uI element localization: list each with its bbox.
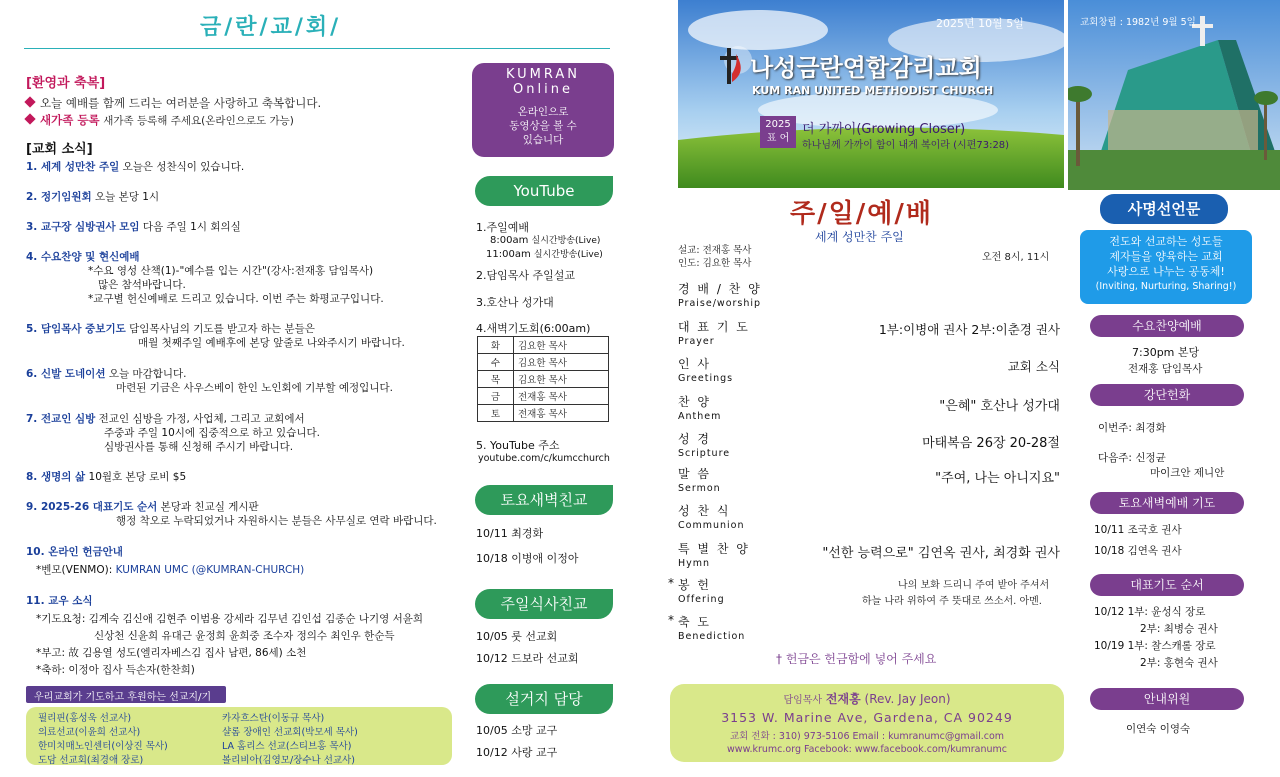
online-title: KUMRAN [505, 67, 581, 82]
order-item-detail: "은혜" 호산나 성가대 [939, 399, 1060, 414]
church-info-box [670, 684, 1064, 762]
mission-line: 전도와 선교하는 성도들 [1109, 235, 1223, 248]
meal-row: 10/12 드보라 선교회 [476, 652, 579, 665]
wed-preacher: 전재홍 담임목사 [1128, 363, 1203, 375]
youtube-url[interactable]: youtube.com/c/kumcchurch [478, 453, 610, 464]
sat-fellowship-row: 10/11 최경화 [476, 527, 544, 540]
online-desc: 있습니다 [522, 134, 564, 146]
news-item-11-line: *부고: 故 김용열 성도(엘리자베스김 집사 남편, 86세) 소천 [36, 647, 307, 659]
website[interactable]: www.krumc.org Facebook: www.facebook.com/kumranumc [727, 744, 1007, 755]
led-by: 인도: 김요한 목사 [678, 258, 752, 269]
youtube-pill: YouTube [475, 176, 613, 206]
dawn-prayer-table [477, 336, 609, 422]
online-desc: 온라인으로 [517, 106, 569, 118]
news-item-8: 8. 생명의 삶 10월호 본당 로비 $5 [26, 471, 187, 483]
service-times: 오전 8시, 11시 [982, 252, 1050, 263]
news-item-2: 2. 정기임원회 오늘 본당 1시 [26, 191, 160, 203]
online-box [472, 63, 614, 157]
mission-item: 볼리비아(김영모/장수나 선교사) [222, 755, 355, 766]
yt-item-5: 5. YouTube 주소 [476, 439, 560, 452]
rep-prayer-row: 10/12 1부: 윤성식 장로 [1094, 606, 1206, 618]
news-item-10-line: *벤모(VENMO): KUMRAN UMC (@KUMRAN-CHURCH) [36, 564, 305, 576]
dish-row: 10/12 사랑 교구 [476, 746, 558, 759]
order-item-kr: 경 배 / 찬 양 [678, 282, 762, 296]
news-item-9: 9. 2025-26 대표기도 순서 본당과 친교실 게시판 [26, 501, 259, 513]
mission-box [1080, 230, 1252, 304]
dish-row: 10/05 소망 교구 [476, 724, 558, 737]
news-heading: [교회 소식] [26, 142, 93, 157]
meal-row: 10/05 룻 선교회 [476, 630, 558, 643]
mission-line: (Inviting, Nurturing, Sharing!) [1095, 281, 1237, 292]
offering-hymn-2: 하늘 나라 위하여 주 뜻대로 쓰소서. 아멘. [862, 596, 1042, 607]
church-photo [1068, 0, 1280, 190]
church-address: 3153 W. Marine Ave, Gardena, CA 90249 [721, 710, 1013, 725]
yt-item-2: 2.담임목사 주일설교 [476, 269, 575, 282]
mission-item: 카자흐스탄(이동규 목사) [222, 713, 325, 724]
order-item-en: Offering [678, 594, 725, 605]
sat-prayer-row: 10/11 조국호 권사 [1094, 524, 1182, 536]
online-title: Online [513, 82, 573, 97]
dishwashing-pill: 설거지 담당 [475, 684, 613, 714]
order-item-kr: 말 씀 [678, 467, 711, 481]
news-item-11-line: *축하: 이정아 집사 득손자(한찬희) [36, 664, 195, 676]
missions-heading: 우리교회가 기도하고 후원하는 선교지/기 [26, 686, 226, 703]
motto: 더 가까이(Growing Closer) [802, 122, 966, 137]
news-item-7-line: 심방권사를 통해 신청해 주시기 바랍니다. [104, 441, 294, 453]
motto-badge: 2025 표 어 [760, 116, 796, 148]
news-item-10: 10. 온라인 헌금안내 [26, 546, 123, 558]
order-item-detail: "선한 능력으로" 김연옥 권사, 최경화 권사 [822, 546, 1060, 561]
church-building-image [1068, 0, 1280, 190]
order-item-kr: 대 표 기 도 [678, 320, 750, 334]
news-item-7: 7. 전교인 심방 전교인 심방을 가정, 사업체, 그리고 교회에서 [26, 413, 305, 425]
rep-prayer-pill: 대표기도 순서 [1090, 574, 1244, 596]
mission-item: 도담 선교회(최경애 장로) [38, 755, 144, 766]
worship-title: 주/일/예/배 [790, 199, 933, 229]
news-item-4: 4. 수요찬양 및 현신예배 [26, 251, 140, 263]
divider [24, 48, 610, 49]
news-item-3: 3. 교구장 심방권사 모임 다음 주일 1시 회의실 [26, 221, 241, 233]
table-row: 목 김요한 목사 [478, 371, 609, 388]
order-item-detail: "주여, 나는 아니지요" [935, 471, 1060, 486]
news-item-1: 1. 세계 성만찬 주일 오늘은 성찬식이 있습니다. [26, 161, 245, 173]
order-item-en: Sermon [678, 483, 721, 494]
cross-flame-logo [718, 46, 746, 86]
diamond-icon [24, 113, 35, 124]
phone-email: 교회 전화 : 310) 973-5106 Email : kumranumc@gmail.com [729, 731, 1005, 742]
motto-verse: 하나님께 가까이 함이 내게 복이라 (시편73:28) [802, 140, 1010, 151]
church-name-en: KUM RAN UNITED METHODIST CHURCH [752, 84, 994, 97]
yt-item-3: 3.호산나 성가대 [476, 296, 554, 309]
rep-prayer-row: 2부: 최병승 권사 [1140, 623, 1218, 635]
news-item-7-line: 주중과 주일 10시에 집중적으로 하고 있습니다. [104, 427, 320, 439]
order-item-kr: 성 경 [678, 432, 711, 446]
news-item-9-line: 행정 착오로 누락되었거나 자원하시는 분들은 사무실로 연락 바랍니다. [116, 515, 437, 527]
order-item-detail: 마태복음 26장 20-28절 [922, 436, 1060, 451]
mission-item: 의료선교(이윤희 선교사) [38, 727, 141, 738]
table-row: 금 전재홍 목사 [478, 388, 609, 405]
order-item-en: Communion [678, 520, 745, 531]
church-name-kr: 나성금란연합감리교회 [750, 54, 982, 82]
news-item-5: 5. 담임목사 중보기도 담임목사님의 기도를 받고자 하는 분들은 [26, 323, 315, 335]
order-item-detail: 교회 소식 [1007, 359, 1060, 374]
welcome-line-1: 오늘 예배를 함께 드리는 여러분을 사랑하고 축복합니다. [26, 95, 321, 111]
flower-next-week: 다음주: 신정균 [1098, 452, 1166, 464]
welcome-heading: [환영과 축복] [26, 76, 106, 91]
sat-prayer-row: 10/18 김연옥 권사 [1094, 545, 1182, 557]
ushers: 이연숙 이영숙 [1126, 723, 1191, 735]
yt-item-1b: 11:00am 실시간방송(Live) [486, 249, 603, 260]
pastor-line: 담임목사 전재홍 (Rev. Jay Jeon) [783, 692, 951, 706]
diamond-icon [24, 96, 35, 107]
order-item-detail: 1부:이병애 권사 2부:이춘경 권사 [878, 322, 1060, 337]
mission-line: 사랑으로 나누는 공동체! [1107, 265, 1225, 278]
offering-note: † 헌금은 헌금함에 넣어 주세요 [776, 652, 937, 666]
news-item-6: 6. 신발 도네이션 오늘 마감합니다. [26, 368, 187, 380]
online-desc: 동영상을 볼 수 [509, 120, 577, 132]
sermon-by: 설교: 전재홍 목사 [678, 245, 752, 256]
order-item-kr: 축 도 [678, 615, 711, 629]
usher-pill: 안내위원 [1090, 688, 1244, 710]
wed-service-pill: 수요찬양예배 [1090, 315, 1244, 337]
order-item-en: Greetings [678, 373, 734, 384]
sat-fellowship-pill: 토요새벽친교 [475, 485, 613, 515]
news-item-11: 11. 교우 소식 [26, 595, 93, 607]
page-title: 금/란/교/회/ [200, 15, 342, 40]
mission-item: 필리핀(홍성욱 선교사) [38, 713, 132, 724]
mission-heading: 사명선언문 [1100, 194, 1228, 224]
banner [678, 0, 1064, 188]
missions-box [26, 707, 452, 765]
service-date: 2025년 10월 5일 [936, 17, 1024, 30]
order-item-en: Hymn [678, 558, 711, 569]
news-item-4-line: 많은 참석바랍니다. [98, 279, 186, 291]
sat-prayer-pill: 토요새벽예배 기도 [1090, 492, 1244, 514]
table-row: 수 김요한 목사 [478, 354, 609, 371]
news-item-4-line: *교구별 헌신예배로 드리고 있습니다. 이번 주는 화평교구입니다. [88, 293, 384, 305]
flower-this-week: 이번주: 최경화 [1098, 422, 1166, 434]
order-item-en: Prayer [678, 336, 715, 347]
mission-line: 제자들을 양육하는 교회 [1109, 250, 1223, 263]
standing-mark: * [668, 576, 676, 590]
yt-item-1: 1.주일예배 [476, 221, 529, 234]
offering-hymn-1: 나의 보화 드리니 주여 받아 주셔서 [898, 580, 1050, 591]
worship-subtitle: 세계 성만찬 주일 [815, 230, 904, 244]
rep-prayer-row: 10/19 1부: 찰스캐롤 장로 [1094, 640, 1216, 652]
news-item-4-line: *수요 영성 산책(1)-"예수를 입는 시간"(강사:전재홍 담임목사) [88, 265, 374, 277]
news-item-6-line: 마련된 기금은 사우스베이 한인 노인회에 기부할 예정입니다. [116, 382, 393, 394]
order-item-kr: 인 사 [678, 357, 711, 371]
table-row: 화 김요한 목사 [478, 337, 609, 354]
news-item-11-line: *기도요청: 김계숙 김신애 김현주 이범용 강세라 김무년 김인섭 김종순 나기영 서윤희 [36, 613, 424, 625]
welcome-line-2: 새가족 등록 새가족 등록해 주세요(온라인으로도 가능) [26, 112, 294, 128]
order-item-kr: 성 찬 식 [678, 504, 731, 518]
sunday-meal-pill: 주일식사친교 [475, 589, 613, 619]
mission-item: 샬롬 장애인 선교회(박모세 목사) [222, 727, 358, 738]
flower-next-week-2: 마이크안 제니안 [1150, 467, 1225, 479]
order-item-en: Scripture [678, 448, 731, 459]
yt-item-1a: 8:00am 실시간방송(Live) [490, 235, 601, 246]
wed-time: 7:30pm 본당 [1132, 346, 1200, 359]
order-item-kr: 특 별 찬 양 [678, 542, 750, 556]
founded-date: 교회창립 : 1982년 9월 5일 [1080, 17, 1196, 28]
mission-item: 한미치매노인센터(이상진 목사) [38, 741, 168, 752]
altar-flower-pill: 강단헌화 [1090, 384, 1244, 406]
news-item-11-line: 신상천 신윤희 유대근 윤정희 윤희중 조수자 정의수 최인우 한순득 [94, 630, 395, 642]
order-item-kr: 찬 양 [678, 395, 711, 409]
yt-item-4: 4.새벽기도회(6:00am) [476, 322, 591, 335]
order-item-en: Benediction [678, 631, 746, 642]
rep-prayer-row: 2부: 홍현숙 권사 [1140, 657, 1218, 669]
table-row: 토 전재홍 목사 [478, 405, 609, 422]
order-item-kr: 봉 헌 [678, 578, 711, 592]
sat-fellowship-row: 10/18 이병애 이정아 [476, 552, 579, 565]
order-item-en: Praise/worship [678, 298, 762, 309]
mission-item: LA 홈리스 선교(스티브홍 목사) [222, 741, 352, 752]
news-item-5-line: 매월 첫째주일 예배후에 본당 앞줄로 나와주시기 바랍니다. [138, 337, 405, 349]
standing-mark: * [668, 613, 676, 627]
order-item-en: Anthem [678, 411, 722, 422]
